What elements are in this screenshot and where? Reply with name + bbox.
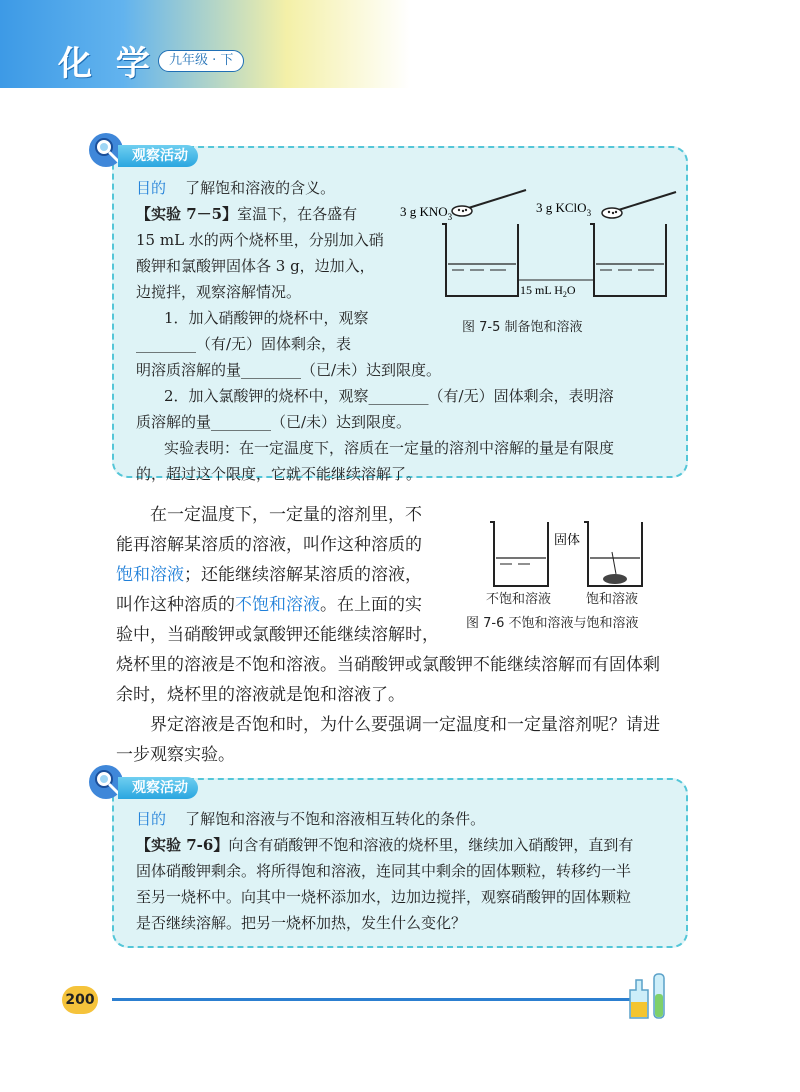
flask-icon bbox=[622, 968, 672, 1022]
experiment-intro bbox=[136, 201, 396, 357]
experiment-line: 是否继续溶解。把另一烧杯加热，发生什么变化？ bbox=[136, 914, 467, 932]
item2-line: 2．加入氯酸钾的烧杯中，观察________（有/无）固体剩余，表明溶 bbox=[164, 387, 614, 405]
experiment-label: 【实验 7－5】 bbox=[136, 205, 238, 223]
conclusion-line: 实验表明：在一定温度下，溶质在一定量的溶剂中溶解的量是有限度 bbox=[164, 439, 615, 457]
activity-badge-2: 观察活动 bbox=[118, 777, 198, 799]
intro-line: 酸钾和氯酸钾固体各 3 g，边加入， bbox=[136, 257, 375, 275]
purpose-text: 了解饱和溶液的含义。 bbox=[185, 179, 336, 197]
line-text: ；还能继续溶解某溶质的溶液， bbox=[184, 565, 422, 585]
activity-badge-1: 观察活动 bbox=[118, 145, 198, 167]
paragraph-line: 验中，当硝酸钾或氯酸钾还能继续溶解时， bbox=[116, 625, 439, 645]
experiment-items bbox=[136, 357, 681, 487]
intro-line: 15 mL 水的两个烧杯里，分别加入硝 bbox=[136, 231, 384, 249]
item1-line: 明溶质溶解的量________（已/未）达到限度。 bbox=[136, 361, 442, 379]
beaker-unsaturated bbox=[490, 522, 548, 586]
paragraph-line: 能再溶解某溶质的溶液，叫作这种溶质的 bbox=[116, 535, 422, 555]
label-solid: 固体 bbox=[554, 533, 581, 548]
intro-line: 室温下，在各盛有 bbox=[237, 205, 358, 223]
beaker-right bbox=[590, 224, 666, 296]
label-unsaturated: 不饱和溶液 bbox=[486, 592, 552, 607]
label-water: 15 mL $H_2O$ bbox=[520, 283, 576, 299]
figure-7-6-caption: 图 7-6 不饱和溶液与饱和溶液 bbox=[466, 616, 639, 631]
activity2-content bbox=[136, 806, 681, 936]
grade-badge: 九年级 · 下 bbox=[158, 50, 244, 72]
paragraph-line: 界定溶液是否饱和时，为什么要强调一定温度和一定量溶剂呢？请进 bbox=[150, 715, 660, 735]
line-text: 向含有硝酸钾不饱和溶液的烧杯里，继续加入硝酸钾，直到有 bbox=[228, 836, 634, 854]
purpose-label: 目的 bbox=[136, 810, 167, 828]
term-unsaturated: 不饱和溶液 bbox=[235, 595, 320, 615]
purpose-row-2 bbox=[136, 806, 681, 832]
label-kno3: 3 g $KNO_3$ bbox=[400, 204, 453, 222]
page-number: 200 bbox=[62, 986, 98, 1014]
item1-line: ________（有/无）固体剩余，表 bbox=[136, 335, 352, 353]
item1-line: 1．加入硝酸钾的烧杯中，观察 bbox=[164, 309, 369, 327]
book-title: 化 学 bbox=[58, 44, 156, 84]
intro-line: 边搅拌，观察溶解情况。 bbox=[136, 283, 302, 301]
figure-7-5 bbox=[396, 182, 680, 312]
paragraph-line: 一步观察实验。 bbox=[116, 745, 235, 765]
paragraph-line: 余时，烧杯里的溶液就是饱和溶液了。 bbox=[116, 685, 405, 705]
beaker-saturated bbox=[584, 522, 642, 586]
paragraph-line: 在一定温度下，一定量的溶剂里，不 bbox=[150, 505, 422, 525]
spoon-left bbox=[452, 190, 526, 216]
label-kclo3: 3 g KClO$_3$ bbox=[536, 200, 592, 218]
figure-7-5-caption: 图 7-5 制备饱和溶液 bbox=[462, 320, 583, 335]
beaker-left bbox=[442, 224, 518, 296]
experiment-line: 至另一烧杯中。向其中一烧杯添加水，边加边搅拌，观察硝酸钾的固体颗粒 bbox=[136, 888, 632, 906]
paragraph-line: 烧杯里的溶液是不饱和溶液。当硝酸钾或氯酸钾不能继续溶解而有固体剩 bbox=[116, 655, 660, 675]
term-saturated: 饱和溶液 bbox=[116, 565, 184, 585]
experiment-label: 【实验 7-6】 bbox=[136, 836, 229, 854]
footer-rule bbox=[112, 998, 632, 1001]
line-text: 。在上面的实 bbox=[320, 595, 422, 615]
line-text: 叫作这种溶质的 bbox=[116, 595, 235, 615]
conclusion-line: 的，超过这个限度，它就不能继续溶解了。 bbox=[136, 465, 422, 483]
figure-7-6 bbox=[480, 518, 670, 594]
spoon-right bbox=[602, 192, 676, 218]
purpose-text: 了解饱和溶液与不饱和溶液相互转化的条件。 bbox=[185, 810, 486, 828]
item2-line: 质溶解的量________（已/未）达到限度。 bbox=[136, 413, 412, 431]
purpose-row-1 bbox=[136, 175, 335, 201]
experiment-line: 固体硝酸钾剩余。将所得饱和溶液，连同其中剩余的固体颗粒，转移约一半 bbox=[136, 862, 632, 880]
purpose-label: 目的 bbox=[136, 179, 167, 197]
label-saturated: 饱和溶液 bbox=[586, 592, 639, 607]
